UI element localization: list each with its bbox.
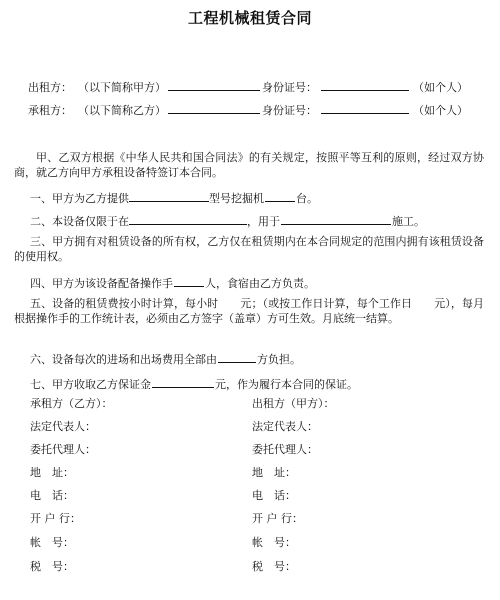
clause-1-blank-qty[interactable] [265, 189, 295, 202]
sig-left-tax-id: 税 号： [30, 560, 74, 573]
clause-7-text-b: 元，作为履行本合同的保证。 [215, 378, 358, 391]
lessor-id-blank[interactable] [321, 78, 409, 91]
sig-right-address: 地 址： [252, 466, 296, 479]
sig-left-legal-rep: 法定代表人： [30, 420, 96, 433]
sig-left-agent: 委托代理人： [30, 443, 96, 456]
clause-6-text-a: 六、设备每次的进场和出场费用全部由 [30, 353, 217, 366]
lessee-name-blank[interactable] [168, 101, 260, 114]
sig-left-bank: 开 户 行： [30, 512, 81, 525]
lessee-id-label: 身份证号： [262, 104, 317, 117]
clause-1-text-c: 台。 [296, 192, 318, 205]
clause-1 [30, 189, 318, 206]
clause-2-blank-location[interactable] [129, 212, 247, 225]
sig-left-address: 地 址： [30, 466, 74, 479]
clause-4-text-b: 人，食宿由乙方负责。 [205, 277, 315, 290]
clause-3: 三、甲方拥有对租赁设备的所有权，乙方仅在租赁期内在本合同规定的范围内拥有该租赁设备的使用权。 [14, 235, 484, 263]
sig-left-party: 承租方（乙方）： [30, 397, 113, 410]
clause-4-blank-operators[interactable] [174, 274, 204, 287]
lessee-label: 承租方： [28, 104, 72, 117]
lessor-name-blank[interactable] [168, 78, 260, 91]
clause-2-text-c: 施工。 [392, 215, 425, 228]
clause-7-text-a: 七、甲方收取乙方保证金 [30, 378, 151, 391]
clause-7 [30, 375, 358, 392]
clause-1-text-b: 型号挖掘机 [209, 192, 264, 205]
clause-5: 五、设备的租赁费按小时计算，每小时 元；（或按工作日计算，每个工作日 元），每月根据操作手的工作统计表，必须由乙方签字（盖章）方可生效。月底统一结算。 [14, 297, 484, 325]
clause-1-text-a: 一、甲方为乙方提供 [30, 192, 129, 205]
lessor-id-label: 身份证号： [262, 81, 317, 94]
clause-4 [30, 274, 315, 291]
sig-left-account: 帐 号： [30, 536, 74, 549]
sig-right-tax-id: 税 号： [252, 560, 296, 573]
preamble: 甲、乙双方根据《中华人民共和国合同法》的有关规定，按照平等互利的原则，经过双方协商，就乙方向甲方承租设备特签订本合同。 [14, 151, 484, 179]
lessor-suffix: （如个人） [413, 81, 468, 94]
document-title: 工程机械租赁合同 [187, 9, 312, 27]
lessor-label: 出租方： [28, 81, 72, 94]
sig-right-bank: 开 户 行： [252, 512, 303, 525]
clause-1-blank-model[interactable] [129, 189, 209, 202]
sig-right-account: 帐 号： [252, 536, 296, 549]
clause-6-text-b: 方负担。 [257, 353, 301, 366]
clause-2-blank-use[interactable] [281, 212, 391, 225]
clause-4-text-a: 四、甲方为该设备配备操作手 [30, 277, 173, 290]
sig-right-party: 出租方（甲方）： [252, 397, 335, 410]
clause-7-blank-deposit[interactable] [152, 375, 214, 388]
clause-2 [30, 212, 425, 229]
clause-2-text-b: ，用于 [247, 215, 280, 228]
clause-6-blank-party[interactable] [218, 350, 256, 363]
lessee-alias: （以下简称乙方） [78, 104, 166, 117]
lessee-suffix: （如个人） [413, 104, 468, 117]
lessor-line [28, 78, 468, 95]
lessee-line [28, 101, 468, 118]
sig-right-agent: 委托代理人： [252, 443, 318, 456]
lessee-id-blank[interactable] [321, 101, 409, 114]
sig-right-legal-rep: 法定代表人： [252, 420, 318, 433]
clause-2-text-a: 二、本设备仅限于在 [30, 215, 129, 228]
lessor-alias: （以下简称甲方） [78, 81, 166, 94]
sig-right-phone: 电 话： [252, 489, 296, 502]
sig-left-phone: 电 话： [30, 489, 74, 502]
clause-6 [30, 350, 301, 367]
